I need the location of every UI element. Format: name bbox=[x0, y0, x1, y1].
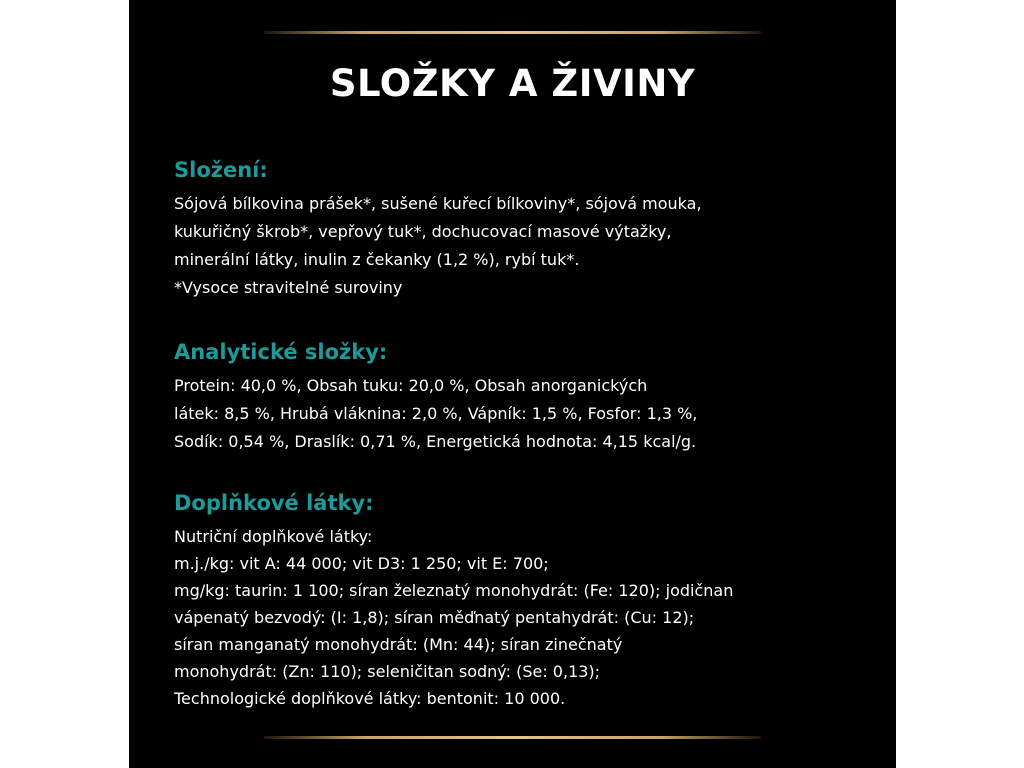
analytical-line: Protein: 40,0 %, Obsah tuku: 20,0 %, Obsah anorganických bbox=[174, 376, 648, 395]
analytical-line: Sodík: 0,54 %, Draslík: 0,71 %, Energetická hodnota: 4,15 kcal/g. bbox=[174, 432, 697, 451]
additives-line: vápenatý bezvodý: (I: 1,8); síran měďnatý pentahydrát: (Cu: 12); bbox=[174, 608, 695, 627]
composition-section bbox=[174, 156, 874, 302]
composition-text bbox=[174, 190, 874, 302]
analytical-heading: Analytické složky: bbox=[174, 340, 388, 364]
additives-section bbox=[174, 489, 874, 712]
composition-line: minerální látky, inulin z čekanky (1,2 %), rybí tuk*. bbox=[174, 250, 580, 269]
composition-heading: Složení: bbox=[174, 158, 268, 182]
analytical-section bbox=[174, 338, 874, 456]
page-title: SLOŽKY A ŽIVINY bbox=[329, 62, 696, 105]
additives-line: m.j./kg: vit A: 44 000; vit D3: 1 250; vit E: 700; bbox=[174, 554, 549, 573]
composition-line: kukuřičný škrob*, vepřový tuk*, dochucovací masové výtažky, bbox=[174, 222, 672, 241]
additives-line: mg/kg: taurin: 1 100; síran železnatý monohydrát: (Fe: 120); jodičnan bbox=[174, 581, 734, 600]
additives-heading: Doplňkové látky: bbox=[174, 491, 374, 515]
analytical-text bbox=[174, 372, 874, 456]
additives-line: Nutriční doplňkové látky: bbox=[174, 527, 373, 546]
composition-line: *Vysoce stravitelné suroviny bbox=[174, 278, 403, 297]
additives-line: monohydrát: (Zn: 110); seleničitan sodný: (Se: 0,13); bbox=[174, 662, 601, 681]
analytical-line: látek: 8,5 %, Hrubá vláknina: 2,0 %, Vápník: 1,5 %, Fosfor: 1,3 %, bbox=[174, 404, 698, 423]
additives-text bbox=[174, 523, 874, 712]
ingredients-panel bbox=[129, 0, 896, 768]
top-gold-divider bbox=[264, 31, 761, 34]
composition-line: Sójová bílkovina prášek*, sušené kuřecí bílkoviny*, sójová mouka, bbox=[174, 194, 702, 213]
bottom-gold-divider bbox=[264, 736, 761, 739]
additives-line: síran manganatý monohydrát: (Mn: 44); síran zinečnatý bbox=[174, 635, 623, 654]
additives-line: Technologické doplňkové látky: bentonit: 10 000. bbox=[174, 689, 566, 708]
